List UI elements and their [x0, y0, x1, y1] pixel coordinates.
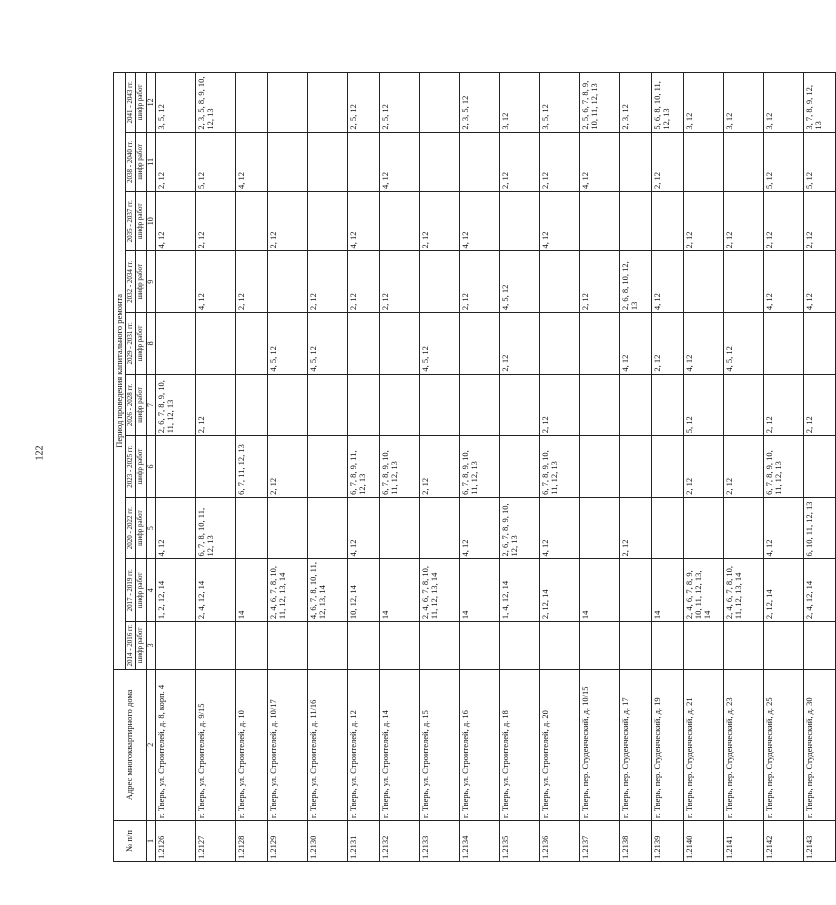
- work-code-cell: [348, 313, 380, 375]
- work-code-cell: [620, 374, 652, 436]
- work-code-cell: 2, 3, 5, 8, 9, 10, 12, 13: [196, 73, 236, 133]
- work-code-cell: [580, 192, 620, 251]
- work-code-cell: [684, 622, 724, 670]
- work-code-cell: [268, 251, 308, 313]
- work-code-cell: [724, 251, 764, 313]
- row-number-cell: 1.2142: [764, 820, 804, 861]
- work-code-cell: [308, 436, 348, 498]
- work-code-cell: 4, 5, 12: [420, 313, 460, 375]
- work-code-cell: [308, 73, 348, 133]
- work-code-cell: 3, 5, 12: [156, 73, 196, 133]
- work-code-cell: 2, 4, 12, 14: [196, 559, 236, 622]
- header-num: № п/п: [114, 820, 147, 861]
- table-row: [460, 73, 500, 862]
- work-code-cell: [268, 374, 308, 436]
- work-code-cell: 14: [380, 559, 420, 622]
- work-code-cell: [580, 436, 620, 498]
- work-code-cell: [652, 622, 684, 670]
- table-row: [380, 73, 420, 862]
- header-sub-4: шифр работ: [136, 436, 146, 498]
- work-code-cell: 1, 4, 12, 14: [500, 559, 540, 622]
- work-code-cell: [156, 251, 196, 313]
- work-code-cell: [308, 374, 348, 436]
- work-code-cell: 3, 5, 12: [540, 73, 580, 133]
- table-body: [156, 73, 836, 862]
- work-code-cell: 10, 12, 14: [348, 559, 380, 622]
- work-code-cell: 4, 12: [764, 251, 804, 313]
- row-number-cell: 1.2133: [420, 820, 460, 861]
- work-code-cell: [380, 622, 420, 670]
- work-code-cell: 2, 4, 6, 7, 8, 9, 10, 11, 12, 13, 14: [684, 559, 724, 622]
- column-number: 5: [146, 497, 155, 559]
- work-code-cell: 4, 12: [380, 132, 420, 191]
- row-number-cell: 1.2126: [156, 820, 196, 861]
- work-code-cell: 5, 12: [804, 132, 836, 191]
- row-address-cell: г. Тверь, ул. Строителей, д. 10: [236, 669, 268, 820]
- column-number: 4: [146, 559, 155, 622]
- work-code-cell: 2, 12: [308, 251, 348, 313]
- table-row: [156, 73, 196, 862]
- work-code-cell: 2, 12: [268, 192, 308, 251]
- row-address-cell: г. Тверь, пер. Студенческий, д. 30: [804, 669, 836, 820]
- work-code-cell: 5, 12: [764, 132, 804, 191]
- work-code-cell: 4, 12: [804, 251, 836, 313]
- header-address: Адрес многоквартирного дома: [114, 669, 147, 820]
- row-number-cell: 1.2136: [540, 820, 580, 861]
- table-row: [580, 73, 620, 862]
- work-code-cell: 2, 12: [196, 374, 236, 436]
- header-period: Период проведения капитального ремонта: [114, 73, 126, 670]
- work-code-cell: [380, 192, 420, 251]
- work-code-cell: 2, 4, 6, 7, 8, 10, 11, 12, 13, 14: [268, 559, 308, 622]
- column-number: 2: [146, 669, 155, 820]
- work-code-cell: 14: [460, 559, 500, 622]
- table-row: [804, 73, 836, 862]
- row-number-cell: 1.2132: [380, 820, 420, 861]
- work-code-cell: [460, 313, 500, 375]
- header-sub-8: шифр работ: [136, 192, 146, 251]
- work-code-cell: 4, 12: [580, 132, 620, 191]
- work-code-cell: 4, 12: [652, 251, 684, 313]
- work-code-cell: [460, 132, 500, 191]
- work-code-cell: 6, 7, 8, 9, 10, 11, 12, 13: [764, 436, 804, 498]
- work-code-cell: 5, 12: [684, 374, 724, 436]
- work-code-cell: 2, 3, 12: [620, 73, 652, 133]
- row-address-cell: г. Тверь, пер. Студенческий, д. 25: [764, 669, 804, 820]
- work-code-cell: [236, 73, 268, 133]
- header-period-6: 2029 - 2031 гг.: [125, 313, 135, 375]
- work-code-cell: 2, 12, 14: [540, 559, 580, 622]
- work-code-cell: [308, 192, 348, 251]
- work-code-cell: [724, 497, 764, 559]
- work-code-cell: 2, 12: [500, 313, 540, 375]
- work-code-cell: [804, 436, 836, 498]
- work-code-cell: [268, 622, 308, 670]
- page-number: 122: [34, 445, 46, 461]
- work-code-cell: [380, 313, 420, 375]
- column-number: 9: [146, 251, 155, 313]
- work-code-cell: [236, 192, 268, 251]
- work-code-cell: [380, 497, 420, 559]
- work-code-cell: 4, 12: [156, 497, 196, 559]
- work-code-cell: 6, 10, 11, 12, 13: [804, 497, 836, 559]
- work-code-cell: [684, 497, 724, 559]
- work-code-cell: [652, 192, 684, 251]
- work-code-cell: 2, 12: [724, 192, 764, 251]
- work-code-cell: 2, 6, 7, 8, 9, 10, 12, 13: [500, 497, 540, 559]
- row-address-cell: г. Тверь, ул. Строителей, д. 12: [348, 669, 380, 820]
- work-code-cell: [420, 73, 460, 133]
- work-code-cell: 1, 2, 12, 14: [156, 559, 196, 622]
- row-address-cell: г. Тверь, ул. Строителей, д. 15: [420, 669, 460, 820]
- row-address-cell: г. Тверь, пер. Студенческий, д. 17: [620, 669, 652, 820]
- work-code-cell: 4, 5, 12: [308, 313, 348, 375]
- work-code-cell: [156, 622, 196, 670]
- work-code-cell: [236, 313, 268, 375]
- work-code-cell: 2, 12: [652, 313, 684, 375]
- work-code-cell: 6, 7, 8, 9, 10, 11, 12, 13: [380, 436, 420, 498]
- work-code-cell: 2, 12: [684, 192, 724, 251]
- table-row: [652, 73, 684, 862]
- work-code-cell: [196, 436, 236, 498]
- work-code-cell: 2, 4, 6, 7, 8, 10, 11, 12, 13, 14: [420, 559, 460, 622]
- work-code-cell: [196, 622, 236, 670]
- work-code-cell: 2, 12: [420, 192, 460, 251]
- header-sub-2: шифр работ: [136, 559, 146, 622]
- work-code-cell: 3, 7, 8, 9, 12, 13: [804, 73, 836, 133]
- row-address-cell: г. Тверь, ул. Строителей, д. 20: [540, 669, 580, 820]
- work-code-cell: [684, 251, 724, 313]
- repair-schedule-table: [113, 72, 836, 862]
- work-code-cell: [348, 374, 380, 436]
- work-code-cell: 14: [580, 559, 620, 622]
- work-code-cell: [764, 313, 804, 375]
- work-code-cell: 2, 12: [420, 436, 460, 498]
- work-code-cell: [308, 132, 348, 191]
- table-row: [620, 73, 652, 862]
- header-sub-3: шифр работ: [136, 497, 146, 559]
- work-code-cell: [308, 497, 348, 559]
- work-code-cell: [420, 132, 460, 191]
- work-code-cell: 2, 5, 6, 7, 8, 9, 10, 11, 12, 13: [580, 73, 620, 133]
- table-row: [724, 73, 764, 862]
- work-code-cell: [764, 622, 804, 670]
- header-sub-6: шифр работ: [136, 313, 146, 375]
- header-period-8: 2035 - 2037 гг.: [125, 192, 135, 251]
- work-code-cell: [540, 622, 580, 670]
- work-code-cell: 2, 5, 12: [380, 73, 420, 133]
- work-code-cell: 2, 12: [380, 251, 420, 313]
- work-code-cell: 2, 12: [804, 374, 836, 436]
- work-code-cell: [540, 251, 580, 313]
- work-code-cell: [580, 374, 620, 436]
- work-code-cell: 4, 12: [460, 497, 500, 559]
- work-code-cell: [652, 374, 684, 436]
- table-row: [420, 73, 460, 862]
- table-row: [348, 73, 380, 862]
- work-code-cell: [500, 622, 540, 670]
- work-code-cell: 2, 12: [540, 374, 580, 436]
- header-period-7: 2032 - 2034 гг.: [125, 251, 135, 313]
- header-period-5: 2026 - 2028 гг.: [125, 374, 135, 436]
- header-period-4: 2023 - 2025 гг.: [125, 436, 135, 498]
- work-code-cell: 2, 12: [500, 132, 540, 191]
- work-code-cell: 2, 12: [684, 436, 724, 498]
- header-period-10: 2041 - 2043 гг.: [125, 73, 135, 133]
- column-numbers-row: [146, 73, 155, 862]
- row-number-cell: 1.2127: [196, 820, 236, 861]
- work-code-cell: [652, 497, 684, 559]
- work-code-cell: [420, 374, 460, 436]
- work-code-cell: 2, 6, 8, 10, 12, 13: [620, 251, 652, 313]
- work-code-cell: 4, 5, 12: [724, 313, 764, 375]
- row-address-cell: г. Тверь, ул. Строителей, д. 11/16: [308, 669, 348, 820]
- header-period-3: 2020 - 2022 гг.: [125, 497, 135, 559]
- header-sub-5: шифр работ: [136, 374, 146, 436]
- work-code-cell: 14: [236, 559, 268, 622]
- row-number-cell: 1.2130: [308, 820, 348, 861]
- header-sub-7: шифр работ: [136, 251, 146, 313]
- table-header: [114, 73, 156, 862]
- work-code-cell: 2, 12: [804, 192, 836, 251]
- row-number-cell: 1.2134: [460, 820, 500, 861]
- work-code-cell: [684, 132, 724, 191]
- work-code-cell: 2, 12: [724, 436, 764, 498]
- header-period-9: 2038 - 2040 гг.: [125, 132, 135, 191]
- work-code-cell: [348, 622, 380, 670]
- work-code-cell: [804, 622, 836, 670]
- work-code-cell: [308, 622, 348, 670]
- work-code-cell: [380, 374, 420, 436]
- work-code-cell: 3, 12: [500, 73, 540, 133]
- row-number-cell: 1.2129: [268, 820, 308, 861]
- work-code-cell: 2, 3, 5, 12: [460, 73, 500, 133]
- row-number-cell: 1.2141: [724, 820, 764, 861]
- row-number-cell: 1.2128: [236, 820, 268, 861]
- work-code-cell: [804, 313, 836, 375]
- table-row: [764, 73, 804, 862]
- work-code-cell: [652, 436, 684, 498]
- column-number: 7: [146, 374, 155, 436]
- work-code-cell: 2, 12: [580, 251, 620, 313]
- work-code-cell: [620, 622, 652, 670]
- column-number: 1: [146, 820, 155, 861]
- row-address-cell: г. Тверь, пер. Студенческий, д. 23: [724, 669, 764, 820]
- work-code-cell: 2, 4, 6, 7, 8, 10, 11, 12, 13, 14: [724, 559, 764, 622]
- work-code-cell: 2, 4, 12, 14: [804, 559, 836, 622]
- work-code-cell: [420, 497, 460, 559]
- work-code-cell: [620, 436, 652, 498]
- table-row: [684, 73, 724, 862]
- work-code-cell: 4, 12: [156, 192, 196, 251]
- work-code-cell: 4, 12: [540, 497, 580, 559]
- work-code-cell: 2, 12, 14: [764, 559, 804, 622]
- work-code-cell: 2, 12: [460, 251, 500, 313]
- work-code-cell: [500, 436, 540, 498]
- header-sub-9: шифр работ: [136, 132, 146, 191]
- work-code-cell: [460, 622, 500, 670]
- work-code-cell: 4, 12: [620, 313, 652, 375]
- header-sub-10: шифр работ: [136, 73, 146, 133]
- column-number: 8: [146, 313, 155, 375]
- table-row: [500, 73, 540, 862]
- work-code-cell: 6, 7, 8, 9, 11, 12, 13: [348, 436, 380, 498]
- row-address-cell: г. Тверь, ул. Строителей, д. 14: [380, 669, 420, 820]
- work-code-cell: 2, 12: [764, 374, 804, 436]
- work-code-cell: 6, 7, 8, 9, 10, 11, 12, 13: [540, 436, 580, 498]
- work-code-cell: 2, 12: [764, 192, 804, 251]
- row-address-cell: г. Тверь, ул. Строителей, д. 10/17: [268, 669, 308, 820]
- work-code-cell: 6, 7, 8, 9, 10, 11, 12, 13: [460, 436, 500, 498]
- header-period-2: 2017 - 2019 гг.: [125, 559, 135, 622]
- work-code-cell: [156, 313, 196, 375]
- work-code-cell: 3, 12: [764, 73, 804, 133]
- table-row: [236, 73, 268, 862]
- work-code-cell: 2, 12: [348, 251, 380, 313]
- work-code-cell: 4, 12: [196, 251, 236, 313]
- work-code-cell: [580, 497, 620, 559]
- row-address-cell: г. Тверь, ул. Строителей, д. 8, корп. 4: [156, 669, 196, 820]
- work-code-cell: 4, 12: [236, 132, 268, 191]
- work-code-cell: 5, 12: [196, 132, 236, 191]
- column-number: 12: [146, 73, 155, 133]
- table-row: [540, 73, 580, 862]
- column-number: 11: [146, 132, 155, 191]
- work-code-cell: [500, 374, 540, 436]
- work-code-cell: [540, 313, 580, 375]
- work-code-cell: 4, 12: [540, 192, 580, 251]
- work-code-cell: 6, 7, 11, 12, 13: [236, 436, 268, 498]
- work-code-cell: 6, 7, 8, 10, 11, 12, 13: [196, 497, 236, 559]
- header-period-1: 2014 - 2016 гг.: [125, 622, 135, 670]
- work-code-cell: 3, 12: [684, 73, 724, 133]
- work-code-cell: [724, 132, 764, 191]
- work-code-cell: 2, 12: [540, 132, 580, 191]
- table-row: [308, 73, 348, 862]
- work-code-cell: 4, 12: [460, 192, 500, 251]
- table-row: [196, 73, 236, 862]
- row-number-cell: 1.2135: [500, 820, 540, 861]
- work-code-cell: 4, 12: [764, 497, 804, 559]
- row-address-cell: г. Тверь, пер. Студенческий, д. 19: [652, 669, 684, 820]
- work-code-cell: [580, 622, 620, 670]
- work-code-cell: [460, 374, 500, 436]
- row-number-cell: 1.2138: [620, 820, 652, 861]
- capital-repair-schedule-sheet: [113, 72, 823, 862]
- row-address-cell: г. Тверь, пер. Студенческий, д. 10/15: [580, 669, 620, 820]
- work-code-cell: 3, 12: [724, 73, 764, 133]
- row-number-cell: 1.2140: [684, 820, 724, 861]
- row-number-cell: 1.2139: [652, 820, 684, 861]
- work-code-cell: [236, 497, 268, 559]
- work-code-cell: [236, 622, 268, 670]
- work-code-cell: [268, 132, 308, 191]
- work-code-cell: 2, 12: [196, 192, 236, 251]
- work-code-cell: [724, 374, 764, 436]
- work-code-cell: 2, 12: [268, 436, 308, 498]
- work-code-cell: [500, 192, 540, 251]
- work-code-cell: [236, 374, 268, 436]
- work-code-cell: 2, 12: [652, 132, 684, 191]
- work-code-cell: [620, 192, 652, 251]
- row-address-cell: г. Тверь, ул. Строителей, д. 16: [460, 669, 500, 820]
- work-code-cell: [268, 497, 308, 559]
- work-code-cell: [580, 313, 620, 375]
- row-number-cell: 1.2143: [804, 820, 836, 861]
- work-code-cell: [156, 436, 196, 498]
- work-code-cell: 14: [652, 559, 684, 622]
- work-code-cell: [724, 622, 764, 670]
- work-code-cell: [420, 622, 460, 670]
- work-code-cell: 4, 5, 12: [268, 313, 308, 375]
- work-code-cell: 4, 6, 7, 8, 10, 11, 12, 13, 14: [308, 559, 348, 622]
- work-code-cell: 4, 5, 12: [500, 251, 540, 313]
- table-row: [268, 73, 308, 862]
- work-code-cell: 2, 6, 7, 8, 9, 10, 11, 12, 13: [156, 374, 196, 436]
- work-code-cell: 4, 12: [684, 313, 724, 375]
- row-address-cell: г. Тверь, ул. Строителей, д. 9/15: [196, 669, 236, 820]
- work-code-cell: 2, 12: [236, 251, 268, 313]
- work-code-cell: [348, 132, 380, 191]
- work-code-cell: [196, 313, 236, 375]
- column-number: 6: [146, 436, 155, 498]
- work-code-cell: [268, 73, 308, 133]
- header-sub-1: шифр работ: [136, 622, 146, 670]
- work-code-cell: 2, 12: [620, 497, 652, 559]
- work-code-cell: [620, 559, 652, 622]
- row-address-cell: г. Тверь, пер. Студенческий, д. 21: [684, 669, 724, 820]
- work-code-cell: [420, 251, 460, 313]
- work-code-cell: 4, 12: [348, 192, 380, 251]
- column-number: 10: [146, 192, 155, 251]
- work-code-cell: 2, 12: [156, 132, 196, 191]
- row-number-cell: 1.2131: [348, 820, 380, 861]
- work-code-cell: 4, 12: [348, 497, 380, 559]
- column-number: 3: [146, 622, 155, 670]
- work-code-cell: [620, 132, 652, 191]
- work-code-cell: 5, 6, 8, 10, 11, 12, 13: [652, 73, 684, 133]
- row-address-cell: г. Тверь, ул. Строителей, д. 18: [500, 669, 540, 820]
- work-code-cell: 2, 5, 12: [348, 73, 380, 133]
- row-number-cell: 1.2137: [580, 820, 620, 861]
